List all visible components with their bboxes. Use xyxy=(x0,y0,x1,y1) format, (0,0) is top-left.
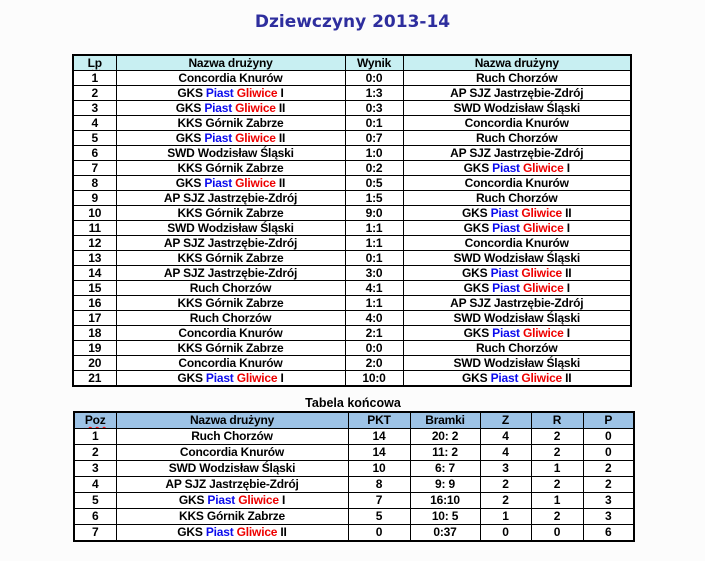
standing-row xyxy=(74,477,634,493)
home-team-cell xyxy=(116,311,345,326)
team-cell xyxy=(116,477,348,493)
score-cell: 0:0 xyxy=(345,341,403,356)
home-team-cell xyxy=(116,371,345,387)
z-cell: 0 xyxy=(480,525,531,542)
col-header-r: R xyxy=(531,412,583,429)
team-name: Ruch Chorzów xyxy=(189,311,272,325)
team-name: GKS Piast Gliwice II xyxy=(175,101,286,115)
away-team-cell xyxy=(403,116,631,131)
away-team-cell xyxy=(403,101,631,116)
team-name: GKS Piast Gliwice II xyxy=(462,371,572,385)
header-row xyxy=(73,55,631,71)
score-cell: 1:0 xyxy=(345,146,403,161)
final-table-body xyxy=(74,429,634,542)
standing-row xyxy=(74,493,634,509)
home-team-cell xyxy=(116,161,345,176)
team-name: KKS Górnik Zabrze xyxy=(177,251,284,265)
p-cell: 3 xyxy=(583,493,634,509)
away-team-cell xyxy=(403,266,631,281)
col-header-nazwa-dru-yny: Nazwa drużyny xyxy=(403,55,631,71)
team-name: SWD Wodzisław Śląski xyxy=(167,146,294,160)
lp-cell: 13 xyxy=(73,251,116,266)
bramki-cell: 20: 2 xyxy=(410,429,480,445)
team-name: Concordia Knurów xyxy=(179,445,285,459)
home-team-cell xyxy=(116,176,345,191)
home-team-cell xyxy=(116,296,345,311)
team-name: SWD Wodzisław Śląski xyxy=(453,251,580,265)
poz-cell: 4 xyxy=(74,477,116,493)
score-cell: 1:3 xyxy=(345,86,403,101)
lp-cell: 8 xyxy=(73,176,116,191)
away-team-cell xyxy=(403,176,631,191)
standing-row xyxy=(74,461,634,477)
team-name: KKS Górnik Zabrze xyxy=(177,296,284,310)
lp-cell: 2 xyxy=(73,86,116,101)
team-cell xyxy=(116,461,348,477)
away-team-cell xyxy=(403,326,631,341)
pkt-cell: 14 xyxy=(348,429,410,445)
score-cell: 4:0 xyxy=(345,311,403,326)
poz-cell: 3 xyxy=(74,461,116,477)
away-team-cell xyxy=(403,341,631,356)
r-cell: 1 xyxy=(531,461,583,477)
away-team-cell xyxy=(403,191,631,206)
lp-cell: 17 xyxy=(73,311,116,326)
match-row xyxy=(73,311,631,326)
final-table-header xyxy=(74,412,634,429)
away-team-cell xyxy=(403,221,631,236)
p-cell: 2 xyxy=(583,461,634,477)
z-cell: 2 xyxy=(480,477,531,493)
poz-cell: 1 xyxy=(74,429,116,445)
col-header-p: P xyxy=(583,412,634,429)
team-name: Ruch Chorzów xyxy=(191,429,273,443)
standing-row xyxy=(74,509,634,525)
match-row xyxy=(73,176,631,191)
score-cell: 1:1 xyxy=(345,296,403,311)
p-cell: 2 xyxy=(583,477,634,493)
z-cell: 1 xyxy=(480,509,531,525)
home-team-cell xyxy=(116,266,345,281)
home-team-cell xyxy=(116,251,345,266)
team-cell xyxy=(116,493,348,509)
lp-cell: 19 xyxy=(73,341,116,356)
pkt-cell: 0 xyxy=(348,525,410,542)
team-name: GKS Piast Gliwice I xyxy=(463,326,570,340)
home-team-cell xyxy=(116,146,345,161)
team-name: AP SJZ Jastrzębie-Zdrój xyxy=(163,191,298,205)
team-name: GKS Piast Gliwice I xyxy=(463,221,570,235)
score-cell: 1:5 xyxy=(345,191,403,206)
z-cell: 4 xyxy=(480,429,531,445)
match-row xyxy=(73,221,631,236)
lp-cell: 18 xyxy=(73,326,116,341)
match-row xyxy=(73,191,631,206)
team-name: Concordia Knurów xyxy=(464,176,569,190)
team-name: SWD Wodzisław Śląski xyxy=(168,461,296,475)
results-table-header xyxy=(73,55,631,71)
lp-cell: 16 xyxy=(73,296,116,311)
score-cell: 0:1 xyxy=(345,251,403,266)
z-cell: 3 xyxy=(480,461,531,477)
score-cell: 3:0 xyxy=(345,266,403,281)
match-row xyxy=(73,146,631,161)
away-team-cell xyxy=(403,281,631,296)
team-name: SWD Wodzisław Śląski xyxy=(453,101,580,115)
match-row xyxy=(73,356,631,371)
team-name: Concordia Knurów xyxy=(178,356,283,370)
team-name: GKS Piast Gliwice II xyxy=(175,131,286,145)
z-cell: 2 xyxy=(480,493,531,509)
lp-cell: 6 xyxy=(73,146,116,161)
score-cell: 1:1 xyxy=(345,236,403,251)
away-team-cell xyxy=(403,86,631,101)
match-row xyxy=(73,116,631,131)
lp-cell: 14 xyxy=(73,266,116,281)
p-cell: 0 xyxy=(583,445,634,461)
match-row xyxy=(73,71,631,86)
team-name: GKS Piast Gliwice II xyxy=(462,266,572,280)
away-team-cell xyxy=(403,356,631,371)
lp-cell: 3 xyxy=(73,101,116,116)
bramki-cell: 11: 2 xyxy=(410,445,480,461)
col-header-nazwa-dru-yny: Nazwa drużyny xyxy=(116,412,348,429)
results-table xyxy=(72,54,632,387)
lp-cell: 10 xyxy=(73,206,116,221)
team-name: KKS Górnik Zabrze xyxy=(177,161,284,175)
home-team-cell xyxy=(116,101,345,116)
col-header-nazwa-dru-yny: Nazwa drużyny xyxy=(116,55,345,71)
bramki-cell: 0:37 xyxy=(410,525,480,542)
score-cell: 0:3 xyxy=(345,101,403,116)
team-name: Ruch Chorzów xyxy=(189,281,272,295)
lp-cell: 9 xyxy=(73,191,116,206)
pkt-cell: 14 xyxy=(348,445,410,461)
score-cell: 0:7 xyxy=(345,131,403,146)
team-name: SWD Wodzisław Śląski xyxy=(453,356,580,370)
pkt-cell: 8 xyxy=(348,477,410,493)
lp-cell: 5 xyxy=(73,131,116,146)
match-row xyxy=(73,281,631,296)
lp-cell: 11 xyxy=(73,221,116,236)
r-cell: 2 xyxy=(531,429,583,445)
team-name: AP SJZ Jastrzębie-Zdrój xyxy=(163,236,298,250)
lp-cell: 7 xyxy=(73,161,116,176)
score-cell: 0:5 xyxy=(345,176,403,191)
r-cell: 2 xyxy=(531,509,583,525)
standing-row xyxy=(74,445,634,461)
match-row xyxy=(73,101,631,116)
home-team-cell xyxy=(116,221,345,236)
score-cell: 9:0 xyxy=(345,206,403,221)
pkt-cell: 10 xyxy=(348,461,410,477)
p-cell: 0 xyxy=(583,429,634,445)
lp-cell: 1 xyxy=(73,71,116,86)
team-name: Ruch Chorzów xyxy=(475,341,558,355)
home-team-cell xyxy=(116,341,345,356)
match-row xyxy=(73,326,631,341)
team-name: Concordia Knurów xyxy=(464,236,569,250)
team-name: GKS Piast Gliwice I xyxy=(463,281,570,295)
team-name: KKS Górnik Zabrze xyxy=(177,116,284,130)
header-row xyxy=(74,412,634,429)
team-name: Ruch Chorzów xyxy=(475,131,558,145)
lp-cell: 20 xyxy=(73,356,116,371)
col-header-bramki: Bramki xyxy=(410,412,480,429)
score-cell: 4:1 xyxy=(345,281,403,296)
bramki-cell: 6: 7 xyxy=(410,461,480,477)
away-team-cell xyxy=(403,161,631,176)
team-name: AP SJZ Jastrzębie-Zdrój xyxy=(450,296,584,310)
away-team-cell xyxy=(403,296,631,311)
lp-cell: 21 xyxy=(73,371,116,387)
home-team-cell xyxy=(116,71,345,86)
team-name: KKS Górnik Zabrze xyxy=(179,509,285,523)
match-row xyxy=(73,341,631,356)
home-team-cell xyxy=(116,206,345,221)
home-team-cell xyxy=(116,191,345,206)
score-cell: 0:2 xyxy=(345,161,403,176)
match-row xyxy=(73,161,631,176)
col-header-wynik: Wynik xyxy=(345,55,403,71)
away-team-cell xyxy=(403,131,631,146)
home-team-cell xyxy=(116,236,345,251)
away-team-cell xyxy=(403,311,631,326)
team-name: AP SJZ Jastrzębie-Zdrój xyxy=(450,86,584,100)
p-cell: 6 xyxy=(583,525,634,542)
results-table-body xyxy=(73,71,631,387)
match-row xyxy=(73,236,631,251)
team-cell xyxy=(116,445,348,461)
home-team-cell xyxy=(116,116,345,131)
team-name: GKS Piast Gliwice I xyxy=(177,371,284,385)
col-header-lp: Lp xyxy=(73,55,116,71)
r-cell: 2 xyxy=(531,477,583,493)
match-row xyxy=(73,86,631,101)
team-cell xyxy=(116,429,348,445)
away-team-cell xyxy=(403,371,631,387)
score-cell: 10:0 xyxy=(345,371,403,387)
away-team-cell xyxy=(403,206,631,221)
standing-row xyxy=(74,525,634,542)
home-team-cell xyxy=(116,356,345,371)
score-cell: 0:0 xyxy=(345,71,403,86)
team-name: AP SJZ Jastrzębie-Zdrój xyxy=(165,477,299,491)
away-team-cell xyxy=(403,146,631,161)
score-cell: 0:1 xyxy=(345,116,403,131)
match-row xyxy=(73,296,631,311)
team-cell xyxy=(116,509,348,525)
pkt-cell: 7 xyxy=(348,493,410,509)
lp-cell: 15 xyxy=(73,281,116,296)
team-name: Ruch Chorzów xyxy=(475,191,558,205)
col-header-z: Z xyxy=(480,412,531,429)
match-row xyxy=(73,371,631,387)
team-name: KKS Górnik Zabrze xyxy=(177,341,284,355)
home-team-cell xyxy=(116,281,345,296)
final-table xyxy=(73,411,635,542)
r-cell: 2 xyxy=(531,445,583,461)
score-cell: 1:1 xyxy=(345,221,403,236)
away-team-cell xyxy=(403,236,631,251)
team-name: GKS Piast Gliwice II xyxy=(175,176,286,190)
r-cell: 1 xyxy=(531,493,583,509)
match-row xyxy=(73,206,631,221)
team-name: Concordia Knurów xyxy=(178,326,283,340)
final-table-title: Tabela końcowa xyxy=(305,396,401,410)
match-row xyxy=(73,266,631,281)
away-team-cell xyxy=(403,71,631,86)
team-name: GKS Piast Gliwice I xyxy=(177,86,284,100)
r-cell: 0 xyxy=(531,525,583,542)
poz-cell: 7 xyxy=(74,525,116,542)
page-title: Dziewczyny 2013-14 xyxy=(254,12,451,32)
team-name: AP SJZ Jastrzębie-Zdrój xyxy=(450,146,584,160)
team-name: AP SJZ Jastrzębie-Zdrój xyxy=(163,266,298,280)
p-cell: 3 xyxy=(583,509,634,525)
home-team-cell xyxy=(116,131,345,146)
team-name: GKS Piast Gliwice II xyxy=(462,206,572,220)
lp-cell: 12 xyxy=(73,236,116,251)
pkt-cell: 5 xyxy=(348,509,410,525)
bramki-cell: 10: 5 xyxy=(410,509,480,525)
team-name: GKS Piast Gliwice I xyxy=(463,161,570,175)
away-team-cell xyxy=(403,251,631,266)
team-name: GKS Piast Gliwice II xyxy=(177,525,287,539)
home-team-cell xyxy=(116,326,345,341)
team-name: Concordia Knurów xyxy=(464,116,569,130)
team-name: KKS Górnik Zabrze xyxy=(177,206,284,220)
col-header-poz: Poz xyxy=(74,412,116,429)
standing-row xyxy=(74,429,634,445)
team-cell xyxy=(116,525,348,542)
team-name: SWD Wodzisław Śląski xyxy=(167,221,294,235)
z-cell: 4 xyxy=(480,445,531,461)
team-name: SWD Wodzisław Śląski xyxy=(453,311,580,325)
team-name: Ruch Chorzów xyxy=(475,71,558,85)
poz-cell: 5 xyxy=(74,493,116,509)
score-cell: 2:0 xyxy=(345,356,403,371)
team-name: GKS Piast Gliwice I xyxy=(178,493,286,507)
team-name: Concordia Knurów xyxy=(178,71,283,85)
match-row xyxy=(73,251,631,266)
col-header-pkt: PKT xyxy=(348,412,410,429)
bramki-cell: 16:10 xyxy=(410,493,480,509)
poz-cell: 6 xyxy=(74,509,116,525)
score-cell: 2:1 xyxy=(345,326,403,341)
bramki-cell: 9: 9 xyxy=(410,477,480,493)
match-row xyxy=(73,131,631,146)
poz-cell: 2 xyxy=(74,445,116,461)
home-team-cell xyxy=(116,86,345,101)
lp-cell: 4 xyxy=(73,116,116,131)
